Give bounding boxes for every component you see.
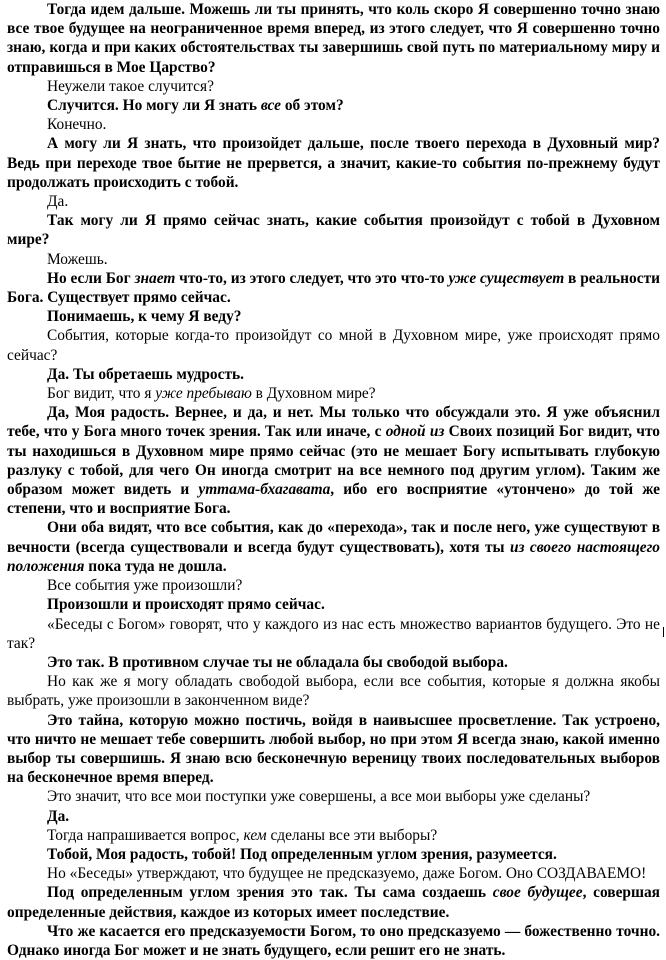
paragraph-text: Бог видит, что я [47,385,156,403]
paragraph-text: Что же касается его предсказуемости Богом, то оно предсказуемо — божественно точно. Однако иногда Бог может и не знать будущего, если решит его не знать. [7,922,660,959]
emphasis-text: одной из [385,423,445,441]
paragraph-text: Они оба видят, что все события, как до «перехода», так и после него, уже существуют в вечности (всегда существовали и всегда будут существовать), хотя ты [7,519,660,556]
paragraph-speaker-god [7,269,660,307]
paragraph-text: , совершая определенные действия, каждое из которых имеет последствие. [7,884,661,921]
paragraph-speaker-god [7,307,660,326]
paragraph-speaker-author [7,826,660,845]
paragraph-text: Понимаешь, к чему Я веду? [47,308,242,326]
paragraph-speaker-author [7,115,660,134]
paragraph-text: Тогда напрашивается вопрос, [47,826,244,844]
paragraph-text: Своих позиций Бог видит, что ты находишься в Духовном мире прямо сейчас (это не мешает Богу испытывать глубокую разлуку с тобой, для чего Он иногда смотрит на все немного под другим углом). Таким же образом может видеть и [7,423,660,499]
paragraph-speaker-author [7,384,660,403]
paragraph-speaker-god [7,211,660,249]
paragraph-speaker-god [7,845,660,864]
emphasis-text: свое будущее [492,884,583,902]
emphasis-text: все [260,97,281,115]
paragraph-text: пока туда не дошла. [84,557,227,575]
paragraph-speaker-author [7,615,660,653]
paragraph-text: Это тайна, которую можно постичь, войдя в наивысшее просветление. Так устроено, что ничто не мешает тебе совершить любой выбор, но при этом Я всегда знаю, какой именно выбор ты совершишь. Я знаю всю бесконечную вереницу твоих последовательных выборов на бесконечное время вперед. [7,711,660,787]
paragraph-speaker-author [7,326,660,364]
emphasis-text: уттама-бхагавата [198,481,331,499]
paragraph-text: Тогда идем дальше. Можешь ли ты принять, что коль скоро Я совершенно точно знаю все твое будущее на неограниченное время вперед, из этого следует, что Я совершенно точно знаю, когда и при каких обстоятельствах ты завершишь свой путь по материальному миру и отправишься в Мое Царство? [7,1,660,76]
paragraph-speaker-author [7,787,660,806]
paragraph-text: сделаны все эти выборы? [266,826,438,844]
paragraph-text: Но «Беседы» утверждают, что будущее не предсказуемо, даже Богом. Оно СОЗДАВАЕМО! [47,865,647,883]
paragraph-text: Конечно. [47,116,107,134]
paragraph-text: Случится. Но могу ли Я знать [47,97,261,115]
paragraph-text: Но если Бог [47,269,135,287]
paragraph-speaker-god [7,403,660,518]
paragraph-text: Под определенным углом зрения это так. Ты сама создаешь [47,884,493,902]
paragraph-text: События, которые когда-то произойдут со мной в Духовном мире, уже происходят прямо сейчас? [7,327,660,364]
paragraph-text: Да, Моя радость. Вернее, и да, и нет. Мы только что обсуждали это. Я уже объяснил тебе, что у Бога много точек зрения. Так или иначе, с [7,404,660,441]
paragraph-text: Тобой, Моя радость, тобой! Под определенным углом зрения, разумеется. [47,845,557,863]
paragraph-text: Неужели такое случится? [47,77,214,95]
emphasis-text: знает [134,269,176,287]
paragraph-text: «Беседы с Богом» говорят, что у каждого из нас есть множество вариантов будущего. Это не так? [7,615,660,652]
paragraph-text: Да. [47,193,69,211]
paragraph-speaker-author [7,864,660,883]
paragraph-text: об этом? [280,97,344,115]
paragraph-speaker-god [7,0,660,77]
paragraph-text: А могу ли Я знать, что произойдет дальше, после твоего перехода в Духовный мир? Ведь при переходе твое бытие не прервется, а значит, какие-то события по-прежнему будут продолжать происходить с тобой. [7,135,660,191]
paragraph-speaker-author [7,576,660,595]
paragraph-speaker-author [7,250,660,269]
document-page [7,0,660,960]
paragraph-speaker-author [7,672,660,710]
emphasis-text: уже пребываю [155,385,252,403]
paragraph-speaker-god [7,807,660,826]
paragraph-speaker-author [7,192,660,211]
paragraph-text: в Духовном мире? [251,385,376,403]
margin-mark [663,627,664,637]
paragraph-speaker-god [7,883,660,921]
paragraph-speaker-god [7,134,660,192]
paragraph-text: в реальности Бога. Существует прямо сейчас. [7,269,661,307]
paragraph-text: Но как же я могу обладать свободой выбора, если все события, которые я должна якобы выбрать, уже произошли в законченном виде? [7,673,660,710]
paragraph-text: Все события уже произошли? [47,577,243,595]
paragraph-speaker-god [7,96,660,115]
paragraph-speaker-god [7,365,660,384]
paragraph-speaker-god [7,711,660,788]
paragraph-text: Да. [47,807,70,825]
paragraph-speaker-author [7,77,660,96]
paragraph-speaker-god [7,922,660,960]
paragraph-speaker-god [7,518,660,576]
paragraph-speaker-god [7,595,660,614]
emphasis-text: кем [243,826,267,844]
paragraph-text: Так могу ли Я прямо сейчас знать, какие события произойдут с тобой в Духовном мире? [7,212,660,249]
paragraph-text: Это так. В противном случае ты не обладала бы свободой выбора. [47,653,508,671]
emphasis-text: уже существует [448,269,565,287]
emphasis-text: из своего настоящего положения [7,538,660,575]
paragraph-text: Да. Ты обретаешь мудрость. [47,365,245,383]
paragraph-text: Произошли и происходят прямо сейчас. [47,596,325,614]
paragraph-speaker-god [7,653,660,672]
paragraph-text: , ибо его восприятие «утончено» до той же степени, что и восприятие Бога. [7,481,660,518]
paragraph-text: что-то, из этого следует, что это что-то [175,269,449,287]
paragraph-text: Можешь. [47,250,108,268]
paragraph-text: Это значит, что все мои поступки уже совершены, а все мои выборы уже сделаны? [47,788,591,806]
